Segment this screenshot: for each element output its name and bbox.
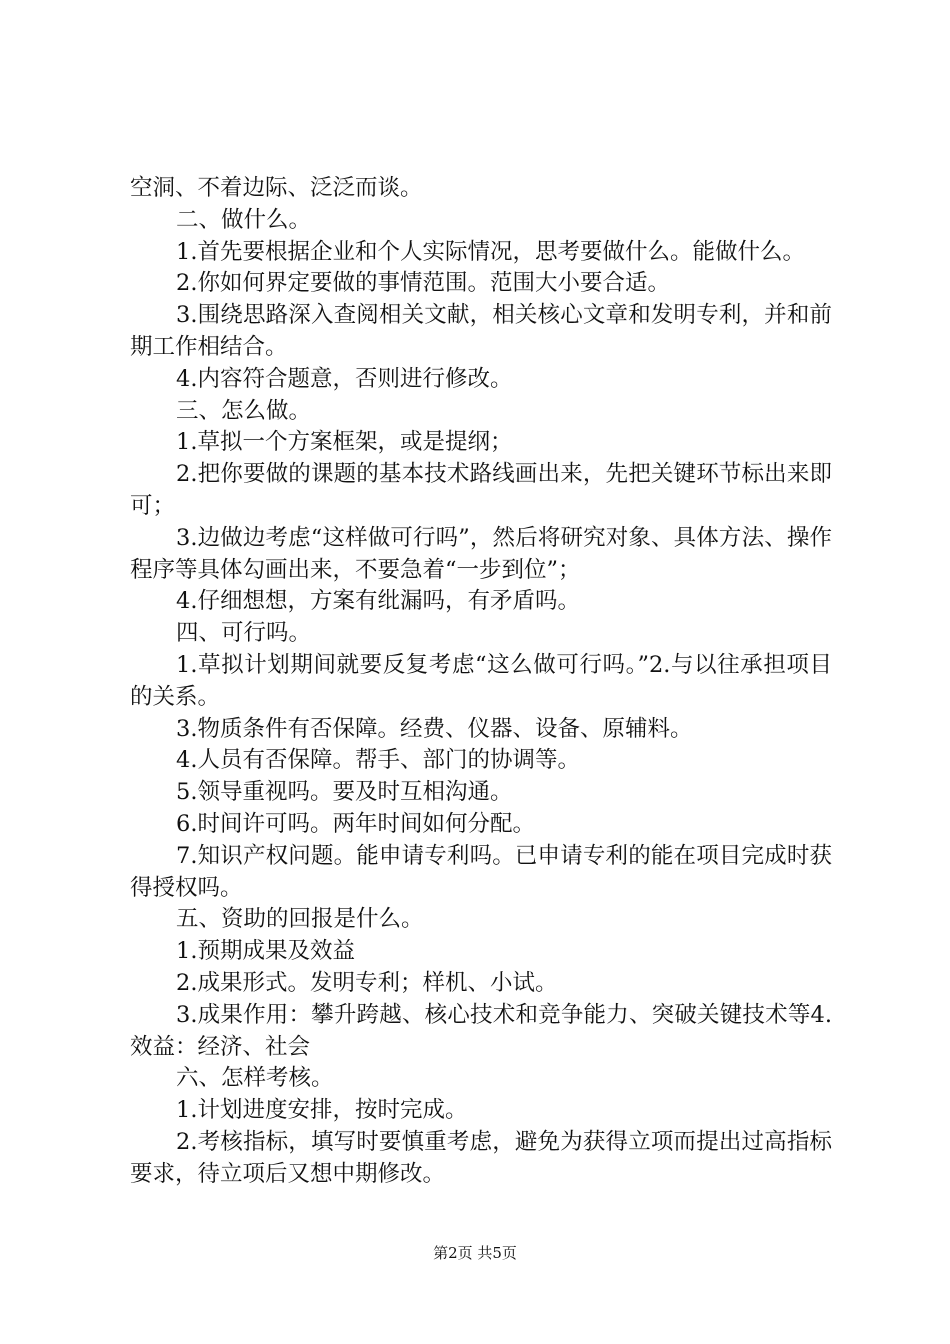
paragraph: 2.成果形式。发明专利；样机、小试。: [176, 969, 558, 996]
paragraph: 7.知识产权问题。能申请专利吗。已申请专利的能在项目完成时获得授权吗。: [130, 842, 832, 901]
page-number-footer: 第2页 共5页: [433, 1244, 517, 1262]
paragraph: 4.仔细想想，方案有纰漏吗，有矛盾吗。: [176, 588, 580, 615]
paragraph: 1.草拟计划期间就要反复考虑“这么做可行吗。”2.与以往承担项目的关系。: [130, 651, 832, 710]
section-heading: 二、做什么。: [176, 206, 312, 233]
section-heading: 四、可行吗。: [176, 620, 312, 647]
paragraph: 2.你如何界定要做的事情范围。范围大小要合适。: [176, 270, 670, 297]
paragraph: 4.人员有否保障。帮手、部门的协调等。: [176, 747, 580, 774]
paragraph: 5.领导重视吗。要及时互相沟通。: [176, 779, 513, 806]
paragraph: 2.考核指标，填写时要慎重考虑，避免为获得立项而提出过高指标要求，待立项后又想中期修改。: [130, 1128, 832, 1187]
paragraph: 3.成果作用：攀升跨越、核心技术和竞争能力、突破关键技术等4.效益：经济、社会: [130, 1001, 832, 1060]
paragraph: 1.计划进度安排，按时完成。: [176, 1097, 468, 1124]
paragraph: 1.预期成果及效益: [176, 938, 355, 965]
paragraph: 3.边做边考虑“这样做可行吗”，然后将研究对象、具体方法、操作程序等具体勾画出来，不要急着“一步到位”；: [130, 524, 832, 583]
paragraph: 1.草拟一个方案框架，或是提纲；: [176, 429, 513, 456]
paragraph: 2.把你要做的课题的基本技术路线画出来，先把关键环节标出来即可；: [130, 461, 832, 519]
paragraph: 4.内容符合题意，否则进行修改。: [176, 365, 513, 392]
paragraph: 空洞、不着边际、泛泛而谈。: [130, 175, 423, 201]
paragraph: 3.围绕思路深入查阅相关文献，相关核心文章和发明专利，并和前期工作相结合。: [130, 302, 832, 360]
section-heading: 五、资助的回报是什么。: [176, 906, 424, 933]
paragraph: 1.首先要根据企业和个人实际情况，思考要做什么。能做什么。: [176, 238, 805, 265]
paragraph: 6.时间许可吗。两年时间如何分配。: [176, 810, 535, 837]
section-heading: 六、怎样考核。: [176, 1065, 334, 1092]
paragraph: 3.物质条件有否保障。经费、仪器、设备、原辅料。: [176, 715, 693, 742]
section-heading: 三、怎么做。: [176, 397, 312, 424]
document-body: [130, 173, 832, 1191]
